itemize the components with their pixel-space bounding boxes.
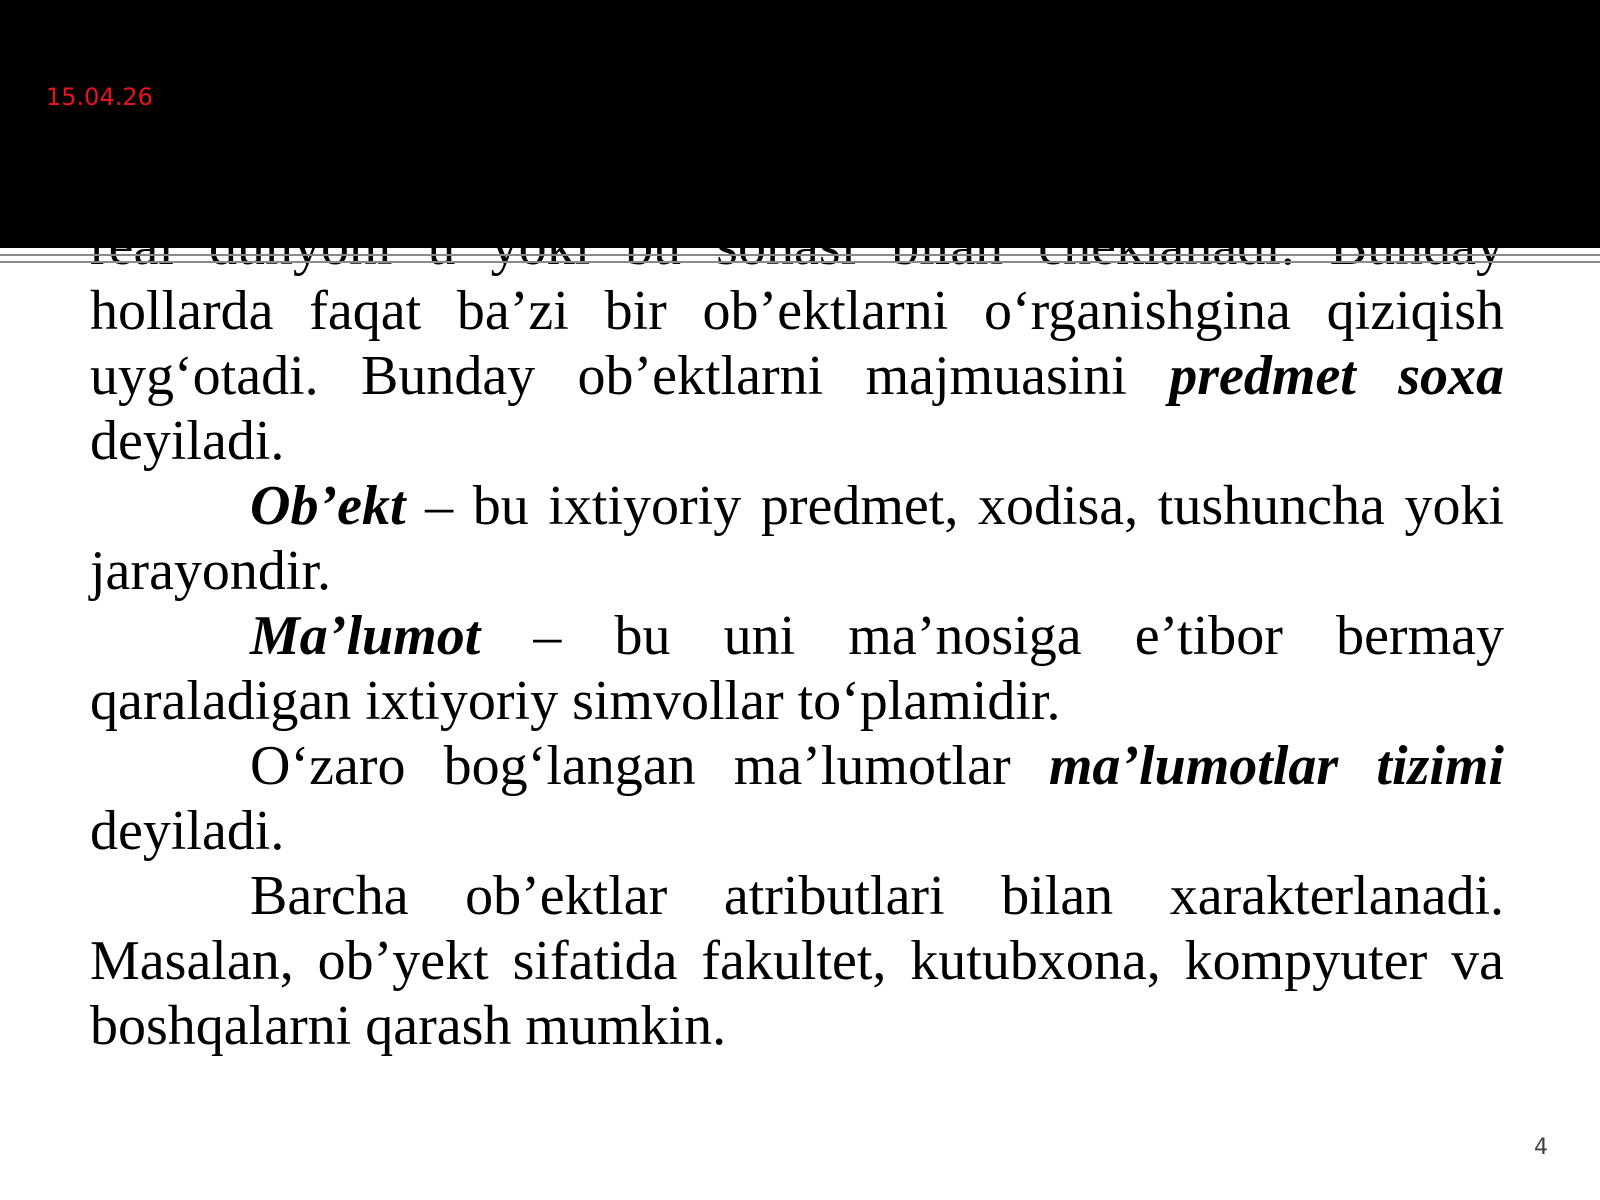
paragraph-text: – bu ixtiyoriy predmet, xodisa, tushuncha yoki jarayondir. [90,475,1504,602]
paragraph-malumotlar-tizimi [90,734,1504,864]
header-divider-top [0,254,1600,256]
header-divider-bottom [0,261,1600,263]
paragraph-malumot [90,604,1504,734]
paragraph-text: hollarda faqat ba’zi bir ob’ektlarni o‘rganishgina qiziqish uyg‘otadi. Bunday ob’ektlarni majmuasini [90,280,1504,407]
term-obekt: Ob’ekt [250,475,406,537]
header-band [0,0,1600,248]
paragraph-tail: deyiladi. [90,410,285,472]
slide-date: 15.04.26 [46,83,153,111]
paragraph-atributlar [90,864,1504,1059]
paragraph-text: O‘zaro bog‘langan ma’lumotlar [250,735,1049,797]
term-malumotlar-tizimi: ma’lumotlar tizimi [1048,735,1504,797]
term-predmet-soxa: predmet soxa [1169,345,1505,407]
paragraph-text: – bu uni ma’nosiga e’tibor bermay qaraladigan ixtiyoriy simvollar to‘plamidir. [90,605,1504,732]
slide-body [90,214,1504,1059]
paragraph-tail: deyiladi. [90,800,285,862]
paragraph-text: Barcha ob’ektlar atributlari bilan xarakterlanadi. Masalan, ob’yekt sifatida fakultet, kutubxona, kompyuter va boshqalarni qarash mumkin. [90,865,1504,1057]
page-number: 4 [1534,1135,1548,1160]
paragraph-predmet-soxa [90,214,1504,474]
paragraph-obekt [90,474,1504,604]
term-malumot: Ma’lumot [250,605,481,667]
